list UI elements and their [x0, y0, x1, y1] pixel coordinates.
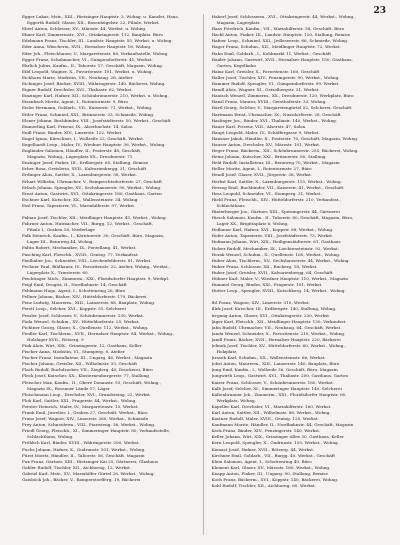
directory-entry: Hutter Leop., Spengler, XVIII., Kutschkerg. 14, Werkst., Wohng.: [211, 288, 346, 294]
directory-entry: Erhart Wilhelm, Uhrmacher, V., Reinprechtsdorferstr. 27, Geschäft: [22, 178, 162, 184]
directory-entry-continuation: Holzlager XVII., Rötzerg. 9: [27, 336, 84, 342]
directory-entry: Kaiser Franz, Schlosser, V., Schönbrunnerstr. 180, Werkst.: [211, 379, 335, 385]
directory-entry: Irrgang Anton, Glaser, XVI., Ottakringerstr. 230, Werkst.: [211, 312, 331, 318]
directory-entry-continuation: Lagerplatz X., Triesterstr. 60: [27, 269, 88, 275]
directory-entry: Floh Karl, Sattler, XXI., Pragerstr. 44, Werkst., Wohng.: [22, 397, 137, 403]
directory-entry: Holzer Rudolf, Mechaniker, IX., Liechtensteinstr. 92, Werkst.: [211, 245, 340, 251]
directory-entry: Einzinger Karl, Hafner, XII., Schönbrunnerstr. 210, Werkst. u. Wohng.: [22, 93, 169, 99]
directory-entry: Knapp Anton, Fiaker, III., Ungarg. 90, Stallung, Remise: [211, 470, 328, 476]
directory-entry: Hager Franz, Schuhm., XII., Meidlinger Hauptstr. 72, Werkst.: [211, 44, 341, 50]
directory-entry: Jandl Franz, Bäcker, XVII., Hernalser Hauptstr. 220, Bäckerei: [211, 336, 341, 342]
directory-entry: Endl Franz, Binder, XIV., Linzerstr. 122, Werkst.: [22, 129, 123, 135]
directory-entry: Hauser Anton, Drechsler, XV., Märzstr. 101, Werkst.: [211, 141, 321, 147]
directory-entry-continuation: Magazin, Lagerplatz: [216, 20, 260, 26]
directory-entry: Fux Franz, Gärtner, XIII., Hietzinger Kai 25, Gärtnerei, Glashaus: [22, 458, 159, 464]
directory-entry: Fabian Josef, Tischler, XII., Meidlinger Hauptstr. 45, Werkst., Wohng.: [22, 215, 167, 220]
directory-entry: Haas Friedrich, Kaufm., VII., Mariahilferstr. 58, Geschäft, Büro: [211, 26, 345, 32]
directory-entry: Keck Franz, Binder, XIV., Penzingerstr. 140, Werkst.: [211, 428, 321, 434]
directory-entry-continuation: Werkplatz, Wohng.: [216, 397, 256, 403]
directory-entry: Held Rudolf, Installateur, III., Rennweg 70, Werkst., Magazin: [211, 160, 340, 166]
directory-entry: Hahn Emil, Goldarb., I., Kohlmarkt 11, Werkst., Geschäft: [211, 50, 331, 56]
directory-entry-continuation: Filiale I., Graben 18, Niederlage: [27, 227, 95, 233]
directory-entry: Kern Leopold, Spengler, X., Gudrunstr. 150, Werkst., Wohng.: [211, 440, 339, 446]
directory-entry: Hummel Georg, Binder, XXI., Pragerstr. 101, Werkst.: [211, 282, 323, 288]
directory-entry: Kohl Rudolf, Tischler, XII., Aichhorng. 60, Werkst.: [211, 483, 316, 489]
directory-entry: Gabler Rudolf, Tischler, XII., Aichhorng. 12, Werkst.: [22, 464, 132, 470]
directory-entry: Erber Rosa, Greislerin, XVII., Kalvarienbergg. 31, Geschäft: [22, 166, 147, 172]
directory-entry: Elsner Johann, Buchbinder, VIII., Josefstädterstr. 50, Werkst., Geschäft: [22, 117, 171, 123]
directory-entry: Eisenbach Moritz, Agent, I., Rotenturmstr. 9, Büro: [22, 99, 128, 105]
directory-entry: Ibl Franz, Wagner, XIV., Linzerstr. 310, Werkst.: [211, 300, 310, 306]
directory-entry: Fahrner Anton, Hutmacher, VII., Burgg. 12, Werkst., Geschäft,: [22, 221, 154, 227]
directory-entry: Heller Moritz, Agent, I., Rotenturmstr. 27, Büro: [211, 166, 312, 172]
directory-entry: Fischer Johann, Greisler, XII., Wilhelmstr. 33, Geschäft: [22, 361, 137, 367]
directory-entry: Hafner Leop., Schmied, XXI., Jedleseerstr. 66, Schmiede, Wohng.: [211, 38, 349, 44]
directory-entry: Jirasek Karl, Schuhm., XX., Wallensteinstr. 66, Werkst.: [211, 355, 326, 361]
directory-entry: Hainz Karl, Greisler, X., Favoritenstr. 160, Geschäft: [211, 68, 320, 74]
directory-entry: Huber Franz, Schlosser, XII., Ruckerg. 18, Werkst.: [211, 263, 318, 269]
directory-entry: Hartmann Ernst, Uhrmacher, IX., Nussdorferstr. 28, Geschäft: [211, 111, 341, 117]
directory-entry: Herbst Karl, Sattler, X., Laxenburgerstr. 115, Werkst., Wohng.: [211, 178, 342, 184]
directory-entry: Karl Anton, Sattler, XII., Wilhelmstr. 88, Werkst., Wohng.: [211, 410, 331, 415]
directory-entry: Engel Ignaz, Kürschner, I., Wollzeile 22, Geschäft, Werkst.: [22, 135, 145, 141]
directory-entry: Hartl Georg, Selcher, V., Margaretengürtel 52, Selcherei, Geschäft: [211, 105, 352, 111]
directory-entry: Hackl Anton, Fiaker, III., Landstr. Hauptstr. 120, Stallung, Remise: [211, 32, 351, 38]
directory-entry: Eberl Anton, Schlosser, XV., Märzstr. 44, Werkst. u. Wohng.: [22, 26, 147, 32]
directory-entry: Eichhorn Marie, Modistin, VII., Neubaug. 26, Atelier: [22, 74, 133, 80]
directory-entry: Egger Lukas, Mstr., XIII., Hietzinger Hauptstr. 3, Wohng. u. Kanzlei; Haus,: [22, 14, 179, 19]
directory-entry: Janda Wenzel, Schneider, X., Favoritenstr. 210, Werkst., Wohng.: [211, 330, 346, 336]
directory-entry-continuation: Garten, Kegelbahn: [216, 62, 256, 68]
directory-entry: Fessler Josef, Schlosser, V., Schönbrunnerstr. 130, Werkst.: [22, 312, 145, 318]
directory-entry: Kirchner Emil, Goldarb., VII., Burgg. 40, Werkst., Geschäft: [211, 452, 335, 458]
directory-entry: Hiebl Franz, Fleischh., XIV., Hütteldorferstr. 210, Verkaufsst.,: [211, 196, 341, 202]
directory-entry: Herzog Emil, Buchbinder, VII., Kaiserstr. 41, Werkst., Geschäft: [211, 184, 344, 190]
directory-entry: Gaisböck Joh., Bäcker, V., Ramperstorfferg. 19, Bäckerei: [22, 477, 141, 483]
directory-entry: Eschner Karl, Kutscher, XX., Wallensteinstr. 34, Wohng.: [22, 196, 139, 202]
directory-entry: Kienast Josef, Hafner, XVII., Rötzerg. 44, Werkst.: [211, 446, 315, 452]
directory-entry-continuation: Magazin IX., Rossauer Lände 17, Lager: [27, 385, 110, 391]
directory-entry: Ernst Anton, Gastwirt, XVI., Ottakringerstr. 180, Gasthaus, Garten: [22, 190, 162, 196]
directory-entry: Fuchs Johann, Hafner, X., Gudrunstr. 101, Werkst., Wohng.: [22, 446, 146, 452]
directory-entry-continuation: Lager XX., Brigittaplatz 6, Wohng.: [216, 221, 289, 227]
directory-entry: Hübner Karl, Maler, V., Wiedner Hauptstr. 110, Werkst., Magazin: [211, 276, 349, 282]
directory-entry-continuation: Schlachthaus: [216, 202, 245, 208]
directory-entry: Faltin Robert, Mechaniker, IX., Porzellang. 41, Werkst.: [22, 245, 137, 251]
directory-entry: Falk Heinrich, Kaufm., I., Kärntnerstr. 30, Geschäft, Büro, Magazin,: [22, 233, 165, 239]
directory-entry: Erdinger Alois, Sattler, X., Laxenburgerstr. 58, Werkst.: [22, 172, 138, 178]
directory-entry: Engelhardt Leop., Maler, IV., Wiedner Hauptstr. 36, Werkst., Wohng.: [22, 141, 166, 147]
directory-entry: Friedl Georg, Fleischh., XI., Simmeringer Hauptstr. 80, Verkaufsstelle,: [22, 428, 171, 434]
directory-entry: Frey Anton, Schneiderm., VIII., Piaristeng. 36, Werkst., Wohng.: [22, 422, 156, 428]
directory-entry: Hinterberger Jos., Gärtner, XIII., Speisingerstr. 44, Gärtnerei: [211, 209, 340, 214]
directory-entry: Edelmann Franz, Tischler, III., Landstr. Hauptstr. 55, Werkst. u. Wohng.: [22, 38, 173, 44]
directory-entry-continuation: Lager III., Rennweg 44, Wohng.: [27, 239, 94, 245]
directory-entry: Hausner Jakob, Händler, II., Praterstr. 70, Geschäft, Magazin, Wohng.: [211, 135, 359, 141]
directory-entry: Fenz Ludwig, Maurerm., XIII., Lainzerstr. 88, Bauplatz, Wohng.: [22, 300, 156, 306]
directory-entry: Jungwirth Leop., Gastwirt, XVI., Thaliastr. 200, Gasthaus, Garten: [211, 373, 349, 379]
directory-entry: Kapeller Karl, Drechsler, VI., Mariahilferstr. 160, Werkst.: [211, 403, 332, 409]
directory-entry: Heinz Johann, Kutscher, XXI., Brünnerstr. 80, Stallung: [211, 154, 326, 160]
directory-entry: Kastner Rudolf, Maler, XVIII., Gentzg. 120, Werkst.: [211, 416, 319, 422]
directory-entry: Horak Wenzel, Schuhm., X., Quellenstr. 160, Werkst., Wohng.: [211, 251, 341, 257]
page-number: 23: [373, 6, 386, 16]
directory-entry: Klement Karl, Glaser, XV., Märzstr. 160, Werkst., Wohng.: [211, 464, 331, 470]
directory-entry: Klein Salomon, Agent, I., Schottenring 40, Büro: [211, 458, 312, 464]
directory-entry: Hendl Josef, Glaser, XVII., Jörgerstr. 36, Werkst.: [211, 172, 313, 178]
left-column: [22, 14, 204, 535]
directory-entry: Handl Alois, Wagner, XI., Geiselbergstr. 31, Werkst.: [211, 87, 320, 93]
directory-entry: Eitler Franz, Schmied, XXI., Brünnerstr. 33, Schmiede, Wohng.: [22, 111, 155, 117]
directory-entry: Fiala Wenzel, Schuhm., XV., Hütteldorferstr. 25, Werkst.: [22, 318, 140, 324]
directory-entry: Hammer Rudolf, Spengler, VI., Gumpendorferstr. 99, Werkst.: [211, 81, 340, 87]
directory-entry: Hanisch Wenzel, Zimmerm., XX., Dresdnerstr. 120, Werkplatz, Büro: [211, 93, 354, 99]
directory-entry: Huber Alois, Tischlerm., XV., Sechshauserstr. 44, Werkst., Wohng.: [211, 257, 350, 263]
directory-entry: Eibl Leopold, Wagner, X., Favoritenstr. 101, Werkst. u. Wohng.: [22, 68, 153, 74]
directory-entry: Eder Anna, Wäscherin, XVII., Hernalser Hauptstr. 18, Wohng.: [22, 44, 152, 50]
directory-entry: Ferstl Leop., Selcher, XVI., Koppstr. 51, Selcherei: [22, 306, 126, 312]
directory-entry-continuation: Schlachthaus, Wohng.: [27, 434, 74, 440]
directory-entry: Ebner Karl, Zimmermstr., XVI., Ottakringerstr. 112, Bauplatz, Büro: [22, 32, 164, 38]
directory-entry: Jahn Rudolf, Uhrmacher, VII., Neubaug. 64, Geschäft, Werkst.: [211, 324, 342, 330]
directory-entry: Fürst Moritz, Händler, II., Taborstr. 56, Geschäft, Magazin: [22, 452, 145, 458]
directory-entry: Fleischmann Leop., Drechsler, XVI., Grundsteing. 22, Werkst.: [22, 391, 152, 397]
directory-entry: Erlach Johann, Spengler, XV., Sechshauserstr. 90, Werkst., Wohng.: [22, 184, 162, 190]
directory-entry: Eigner Rudolf, Drechsler, XVI., Thaliastr. 62, Werkst.: [22, 87, 133, 93]
directory-entry: Faulhaber Jos., Schneider, VIII., Lerchenfelderstr. 81, Werkst.: [22, 257, 152, 263]
directory-entry: Hauer Karl, Friseur, VIII., Alserstr. 47, Salon: [211, 123, 306, 129]
directory-entry: Hofer Anton, Tapezierer, VIII., Josefstädterstr. 73, Werkst.: [211, 233, 334, 239]
directory-entry: Jung Emil, Kaufm., I., Wollzeile 36, Geschäft, Büro, Magazin: [211, 367, 338, 373]
directory-entry: Emmerling Karl, Friseur, IX., Alserbachstr. 14, Salon: [22, 123, 133, 129]
directory-entry: Kaltenbrunner Joh., Zimmerm., XXI., Floridsdorfer Hauptstr. 60,: [211, 391, 347, 397]
directory-entry: Haberl Josef, Schlosserm., XVI., Ottakringerstr. 44, Werkst., Wohng.,: [211, 14, 356, 19]
directory-entry: Haider Johann, Gastwirt, XVII., Hernalser Hauptstr. 150, Gasthaus,: [211, 56, 353, 62]
directory-entry: Fechner Paul, Bildhauer, IV., Favoritenstr. 22, Atelier, Wohng., Werkst.,: [22, 263, 171, 269]
directory-entry: Engländer Salomon, Händler, II., Praterstr. 48, Geschäft,: [22, 148, 142, 154]
directory-entry: Forster Heinrich, Maler, IV., Margaretenstr. 15, Werkst.: [22, 403, 139, 409]
directory-entry: Fiedler Karl, Tischlerm., XVII., Hernalser Hauptstr. 84, Werkst., Wohng.,: [22, 330, 175, 336]
directory-entry: Ehrlich Julius, Kaufm., II., Taborstr. 17, Geschäft, Magazin, Wohng.: [22, 62, 164, 68]
directory-entry: Haupt Leopold, Maler, IV., Schäffergasse 9, Werkst.: [211, 129, 320, 135]
directory-entry: Jäger Karl, Fleischh., XII., Meidlinger Hauptstr. 130, Verkaufsst.: [211, 318, 347, 324]
directory-entry: Feigl Emil, Drogist, II., Nordbahnstr. 14, Geschäft: [22, 282, 127, 288]
directory-entry: Hirsch Salomon, Kaufm., II., Taborstr. 80, Geschäft, Magazin, Büro,: [211, 215, 354, 221]
directory-entry: Hofbauer Karl, Hafner, XVI., Koppstr. 88, Werkst., Wohng.: [211, 227, 334, 233]
directory-entry: Eder Joh., Fleischhauer, V., Margaretenstr. 88, Verkaufsstelle, Wohng.: [22, 50, 169, 56]
directory-entry: Jobst Anton, Maurerm., XIII., Lainzerstr. 140, Bauplatz, Büro: [211, 361, 340, 367]
directory-entry: Fischer Franz, Installateur, III., Ungarg. 46, Werkst., Magazin: [22, 355, 153, 361]
directory-entry: Kalb Josef, Selcher, XI., Simmeringer Hauptstr. 140, Selcherei: [211, 385, 342, 391]
directory-entry: Heger Franz, Bäckerm., XII., Schönbrunnerstr. 255, Bäckerei, Wohng.: [211, 148, 359, 154]
directory-entry: Fleischer Max, Kaufm., II., Obere Donaustr. 93, Geschäft, Wohng.,: [22, 379, 162, 385]
directory-entry: Fasching Karl, Fleischh., XVIII., Gentzg. 77, Verkaufsst.: [22, 251, 139, 257]
directory-entry: Essl Franz, Tapezierer, VI., Mariahilferstr. 97, Werkst.: [22, 202, 136, 208]
directory-entry: Enzinger Josef, Fiaker, III., Erdbergstr. 65, Stallung, Remise: [22, 160, 149, 166]
directory-entry: Hess Leopold, Schneider, VI., Stumperg. 31, Werkst.: [211, 190, 322, 196]
directory-entry: Haslinger Jos., Binder, XVI., Thaliastr. 140, Werkst., Wohng.: [211, 117, 338, 123]
directory-entry: Illek Josef, Kutscher, III., Erdbergstr. 140, Stallung, Wohng.: [211, 306, 337, 312]
directory-entry-continuation: Holzplatz: [216, 349, 237, 355]
directory-entry: Hansl Franz, Maurer, XVIII., Gersthoferstr. 33, Wohng.: [211, 99, 327, 105]
directory-entry: Jelinek Josef, Tischler, XV., Hütteldorferstr. 60, Werkst., Wohng.,: [211, 342, 347, 348]
directory-entry: Fleck Josef, Kutscher, XX., Klosterneuburgerstr. 77, Stallung: [22, 373, 149, 379]
directory-entry: Keller Johann, Wirt, XIX., Grinzinger Allee 30, Gasthaus, Keller: [211, 434, 344, 440]
right-column: [212, 14, 389, 535]
directory-entry-continuation: Magazin, Wohng., Lagerplatz XX., Dresdnerstr. 71: [27, 154, 133, 160]
directory-entry: Fellner Johann, Bäcker, XIV., Hütteldorferstr. 170, Bäckerei: [22, 294, 147, 300]
directory-entry: Fink Alois, Wirt, XIX., Grinzingerstr. 12, Gasthaus, Keller: [22, 342, 142, 348]
directory-entry: Eichinger Josef, Bäcker, XVIII., Währingerstr. 140, Bäckerei, Wohng.: [22, 81, 166, 87]
directory-entry: Gabriel Karl, Mstr., XV., Mariahilfer Gürtel 28, Werkst., Wohng.: [22, 470, 155, 476]
directory-entry: Feldmann Hugo, Agent, I., Schottenring 26, Büro: [22, 288, 126, 294]
columns: [22, 14, 388, 535]
directory-entry: Haller Josef, Tischler, XIV., Penzingerstr. 90, Werkst., Wohng.: [211, 74, 340, 80]
directory-entry: Hofmann Johann, Wirt, XIX., Heiligenstädterstr. 61, Gasthaus: [211, 239, 341, 245]
directory-entry: Flach Rudolf, Buchdrucker, VII., Zieglerg. 40, Druckerei, Büro: [22, 367, 153, 373]
directory-entry: Kaufmann Moritz, Händler, II., Nordbahnstr. 44, Geschäft, Magazin: [211, 422, 354, 428]
directory-entry: Eisler Hermann, Goldarb., VII., Kaiserstr. 71, Werkst., Wohng.: [22, 105, 153, 111]
directory-entry: Feichtinger Mich., Zimmerm., XXI., Floridsdorfer Hauptstr. 9, Werkpl.: [22, 275, 170, 281]
directory-entry: Huber Josef, Greisler, XVII., Kalvarienbergg. 64, Geschäft: [211, 269, 333, 275]
directory-entry: Egger Franz, Schuhmacher, VI., Gumpendorferstr. 41, Werkst.: [22, 56, 153, 62]
directory-entry: Koch Franz, Bäckerm., XVI., Koppstr. 140, Bäckerei, Wohng.: [211, 477, 339, 483]
directory-entry-continuation: Eggerth Rudolf, Glaser, XII., Rosenhügelstr. 22, Filiale, Werkst.: [27, 20, 160, 26]
directory-entry: Franz Josef, Wagner, XIV., Linzerstr. 260, Werkst., Schmiede: [22, 416, 149, 422]
directory-entry: Fichtner Georg, Glaser, X., Quellenstr. 112, Werkst., Wohng.: [22, 324, 149, 330]
directory-entry: Fischer Anna, Modistin, VI., Stumperg. 8, Atelier: [22, 349, 125, 355]
directory-entry: Frank Emil, Juwelier, I., Graben 27, Geschäft, Werkst., Büro: [22, 410, 148, 415]
directory-entry: Fröhlich Karl, Binder, XVIII., Währingerstr. 200, Werkst.: [22, 440, 140, 446]
